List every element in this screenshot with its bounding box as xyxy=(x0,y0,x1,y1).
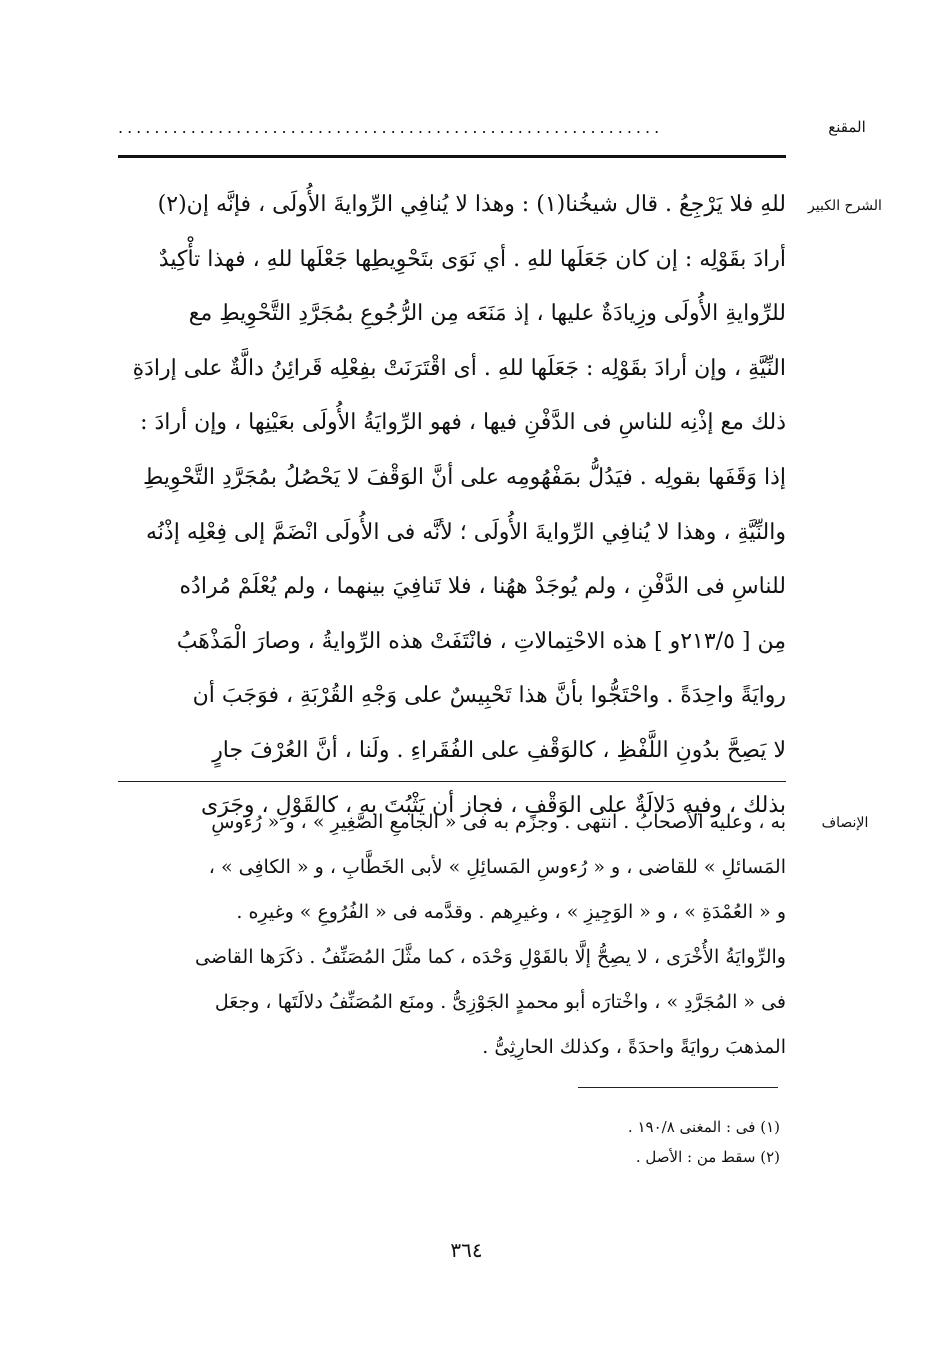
inset-text-line: به ، وعليه الأصحابُ . انتهى . وجزَم به فى « الجامعِ الصَّغِيرِ » ، و « رُءوسِ xyxy=(211,811,786,833)
footnotes xyxy=(500,1112,780,1172)
side-label-inset: الإنصاف xyxy=(821,815,869,831)
inset-text-line: فى « المُجَرَّدِ » ، واخْتارَه أبو محمدٍ الجَوْزِىُّ . ومنَع المُصَنِّفُ دلالَتَها ، وجعَل xyxy=(214,991,786,1013)
main-text-line: روايَةً واحِدَةً . واحْتَجُّوا بأنَّ هذا تَحْبِيسٌ على وَجْهِ القُرْبَةِ ، فوَجَبَ أن xyxy=(192,683,786,709)
main-text-line: أرادَ بقَوْلِه : إن كان جَعَلَها للهِ . أي نَوَى بتَحْوِيطِها جَعْلَها للهِ ، فهذا تأْكِيدٌ xyxy=(158,246,786,272)
main-text-line: ذلك مع إذْنِه للناسِ فى الدَّفْنِ فيها ، فهو الرِّوايَةُ الأُولَى بعَيْنِها ، وإن أرادَ : xyxy=(140,410,786,436)
inset-text-line: و « العُمْدَةِ » ، و « الوَجِيزِ » ، وغيرِهم . وقدَّمه فى « الفُرُوعِ » وغيرِه . xyxy=(236,901,786,923)
page-number: ٣٦٤ xyxy=(450,1238,483,1262)
running-title: المقنع xyxy=(828,118,866,136)
inset-text-line: المذهبَ روايَةً واحدَةً ، وكذلك الحارِثِىُّ . xyxy=(482,1036,786,1058)
main-text-line: مِن [ ٢١٣/٥و ] هذه الاحْتِمالاتِ ، فانْتَفَتْ هذه الرِّوايةُ ، وصارَ الْمَذْهَبُ xyxy=(176,628,786,654)
main-commentary-text xyxy=(118,178,786,833)
main-text-line: بذلك ، وفيه دَلالَةٌ على الوَقْفِ ، فجاز أن يَثْبُتَ به ، كالقَوْلِ ، وجَرَى xyxy=(200,792,786,818)
dotted-rule: ............................................................ xyxy=(118,118,664,137)
main-text-line: للهِ فلا يَرْجِعُ . قال شيخُنا(١) : وهذا لا يُنافِي الرِّوايةَ الأُولَى ، فإنَّه إن(٢) xyxy=(157,192,786,217)
main-text-line: إذا وَقَفَها بقولِه . فيَدُلُّ بمَفْهُومِه على أنَّ الوَقْفَ لا يَحْصُلُ بمُجَرَّدِ التَّحْوِيطِ xyxy=(142,464,786,490)
section-divider xyxy=(118,781,786,782)
inset-text-line: والرِّوايَةُ الأُخْرَى ، لا يصِحُّ إلَّا بالقَوْلِ وَحْدَه ، كما مثَّلَ المُصَنِّفُ . ذكَرَها القاضى xyxy=(195,946,786,968)
footnote-rule xyxy=(578,1087,778,1088)
main-text-line: للناسِ فى الدَّفْنِ ، ولم يُوجَدْ ههُنا ، فلا تَنافِيَ بينهما ، ولم يُعْلَمْ مُرادُه xyxy=(179,574,786,600)
footnote: (٢) سقط من : الأصل . xyxy=(635,1148,780,1166)
main-text-line: للرِّوايةِ الأُولَى وزِيادَةٌ عليها ، إذ مَنَعَه مِن الرُّجُوعِ بمُجَرَّدِ التَّحْوِيطِ مع xyxy=(188,301,786,327)
side-label-main: الشرح الكبير xyxy=(808,198,882,214)
header-rule xyxy=(118,155,786,158)
inset-text-line: المَسائلِ » للقاضى ، و « رُءوسِ المَسائِلِ » لأبى الخَطَّابِ ، و « الكافِى » ، xyxy=(208,856,786,878)
footnote: (١) فى : المغنى ١٩٠/٨ . xyxy=(627,1118,780,1136)
inset-commentary-text xyxy=(118,800,786,1070)
main-text-line: النِّيَّةِ ، وإن أرادَ بقَوْلِه : جَعَلَها للهِ . أى اقْتَرَنَتْ بفِعْلِه قَرائِنُ دالَّةٌ على إرادَةِ xyxy=(132,355,786,381)
main-text-line: والنِّيَّةِ ، وهذا لا يُنافِي الرِّوايةَ الأُولَى ؛ لأنَّه فى الأُولَى انْضَمَّ إلى فِعْلِه إذْنُه xyxy=(146,519,786,545)
main-text-line: لا يَصِحَّ بدُونِ اللَّفْظِ ، كالوَقْفِ على الفُقَراءِ . ولَنا ، أنَّ العُرْفَ جارٍ xyxy=(212,737,786,763)
